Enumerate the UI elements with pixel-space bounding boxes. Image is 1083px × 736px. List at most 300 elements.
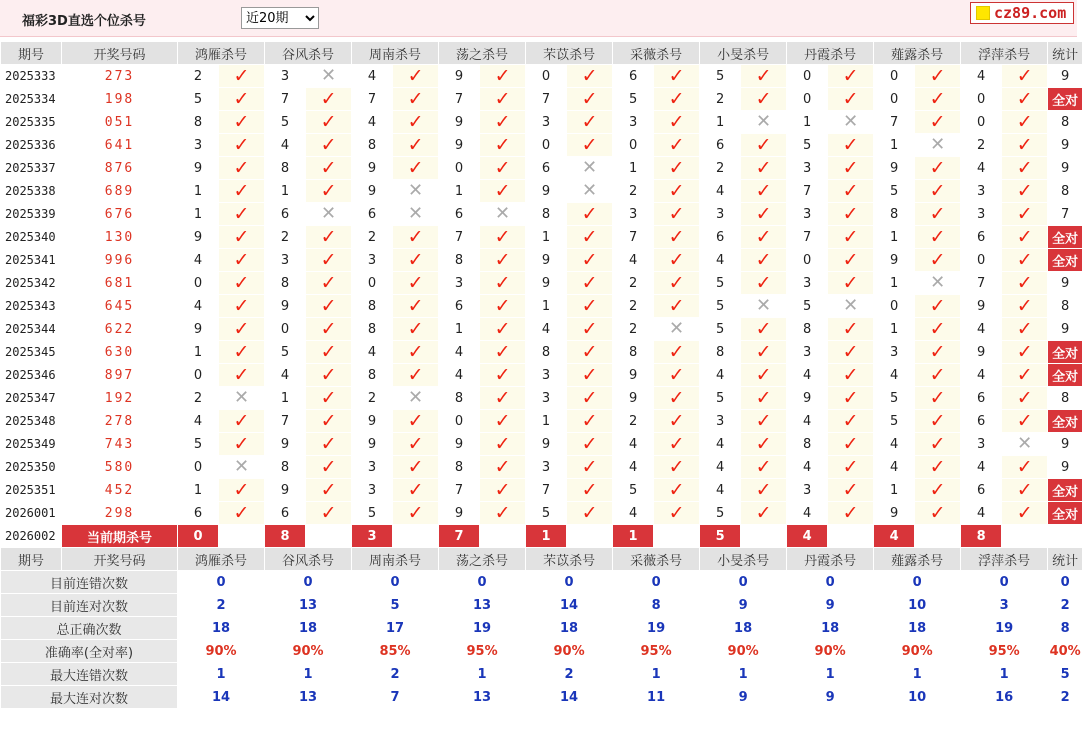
check-icon: ✓ (494, 88, 511, 110)
check-icon-cell (567, 88, 612, 110)
check-icon-cell (741, 65, 786, 87)
check-icon-cell (219, 410, 264, 432)
check-icon-cell (567, 502, 612, 524)
table-row (1, 249, 1082, 271)
check-icon: ✓ (755, 226, 772, 248)
check-icon: ✓ (407, 88, 424, 110)
kill-number: 1 (874, 272, 914, 294)
stats-value: 9 (738, 689, 748, 705)
check-icon-cell (219, 433, 264, 455)
check-icon: ✓ (842, 65, 859, 87)
check-icon-cell (219, 318, 264, 340)
check-icon-cell (567, 341, 612, 363)
kill-number: 5 (700, 387, 740, 409)
check-icon-cell (567, 111, 612, 133)
current-kill-number: 8 (961, 525, 1001, 547)
check-icon: ✓ (929, 410, 946, 432)
stat-cell: 8 (1061, 183, 1070, 199)
check-icon-cell (1002, 295, 1047, 317)
check-icon: ✓ (233, 65, 250, 87)
check-icon: ✓ (320, 249, 337, 271)
table-row (1, 456, 1082, 478)
check-icon: ✓ (407, 65, 424, 87)
kill-number: 1 (178, 479, 218, 501)
kill-number: 6 (439, 203, 479, 225)
check-icon-cell (393, 65, 438, 87)
stat-cell: 全对 (1048, 249, 1082, 271)
check-icon: ✓ (1016, 341, 1033, 363)
check-icon: ✓ (668, 364, 685, 386)
kill-number: 9 (787, 387, 827, 409)
kill-number: 3 (787, 157, 827, 179)
kill-number: 9 (178, 157, 218, 179)
kill-number: 5 (700, 295, 740, 317)
cross-icon: ✕ (582, 157, 598, 178)
kill-number: 9 (874, 249, 914, 271)
period-cell: 2025334 (5, 92, 56, 106)
kill-number: 9 (439, 111, 479, 133)
check-icon-cell (654, 249, 699, 271)
check-icon-cell (306, 157, 351, 179)
check-icon-cell (654, 111, 699, 133)
check-icon-cell (219, 88, 264, 110)
kill-number: 0 (439, 157, 479, 179)
check-icon: ✓ (320, 502, 337, 524)
kill-number: 7 (439, 479, 479, 501)
stats-value: 0 (216, 574, 226, 590)
check-icon: ✓ (407, 249, 424, 271)
kill-number: 8 (439, 387, 479, 409)
bottom-col-header-expert: 周南杀号 (352, 548, 438, 570)
stats-value: 19 (473, 620, 492, 636)
kill-number: 7 (265, 410, 305, 432)
cross-icon: ✕ (843, 111, 859, 132)
check-icon-cell (480, 111, 525, 133)
kill-number: 4 (439, 364, 479, 386)
check-icon: ✓ (320, 180, 337, 202)
current-period: 2026002 (5, 529, 56, 543)
bottom-col-header-draw: 开奖号码 (62, 548, 177, 570)
kill-number: 4 (700, 433, 740, 455)
kill-number: 9 (352, 157, 392, 179)
stats-value: 1 (825, 666, 835, 682)
kill-number: 4 (178, 410, 218, 432)
kill-number: 5 (787, 295, 827, 317)
check-icon: ✓ (494, 410, 511, 432)
stat-cell: 全对 (1048, 410, 1082, 432)
check-icon-cell (480, 318, 525, 340)
check-icon-cell (1002, 249, 1047, 271)
check-icon-cell (393, 433, 438, 455)
check-icon-cell (1002, 364, 1047, 386)
check-icon-cell (567, 318, 612, 340)
check-icon: ✓ (1016, 157, 1033, 179)
check-icon: ✓ (320, 134, 337, 156)
kill-number: 4 (700, 249, 740, 271)
check-icon: ✓ (320, 272, 337, 294)
table-row (1, 433, 1082, 455)
page-title: 福彩3D直选个位杀号 (22, 14, 146, 29)
kill-number: 8 (787, 433, 827, 455)
kill-number: 0 (787, 65, 827, 87)
check-icon-cell (654, 410, 699, 432)
kill-number: 5 (613, 88, 653, 110)
col-header-expert: 采薇杀号 (613, 42, 699, 64)
kill-number: 9 (439, 65, 479, 87)
draw-number: 630 (104, 344, 135, 360)
cross-icon: ✕ (320, 203, 337, 224)
cross-icon-cell (480, 203, 525, 225)
period-cell: 2025336 (5, 138, 56, 152)
check-icon-cell (393, 318, 438, 340)
col-header-expert: 鸿雁杀号 (178, 42, 264, 64)
check-icon-cell (219, 226, 264, 248)
check-icon: ✓ (755, 341, 772, 363)
stats-value: 10 (908, 689, 927, 705)
check-icon-cell (828, 134, 873, 156)
stat-cell: 8 (1061, 114, 1070, 130)
check-icon-cell (1002, 226, 1047, 248)
check-icon-cell (306, 341, 351, 363)
check-icon-cell (828, 318, 873, 340)
check-icon: ✓ (755, 318, 772, 340)
table-row (1, 364, 1082, 386)
stats-value: 2 (216, 597, 226, 613)
period-cell: 2025335 (5, 115, 56, 129)
stat-cell: 9 (1061, 137, 1070, 153)
check-icon-cell (1002, 387, 1047, 409)
kill-number: 1 (874, 134, 914, 156)
kill-number: 9 (961, 341, 1001, 363)
check-icon: ✓ (581, 203, 598, 225)
draw-number: 743 (104, 436, 135, 452)
check-icon-cell (1002, 410, 1047, 432)
kill-number: 3 (961, 433, 1001, 455)
check-icon-cell (915, 295, 960, 317)
check-icon: ✓ (755, 272, 772, 294)
stat-cell: 9 (1061, 459, 1070, 475)
check-icon-cell (654, 134, 699, 156)
draw-number: 996 (104, 252, 135, 268)
stats-value: 8 (651, 597, 661, 613)
check-icon: ✓ (668, 134, 685, 156)
check-icon-cell (741, 433, 786, 455)
period-cell: 2025343 (5, 299, 56, 313)
kill-number: 9 (526, 249, 566, 271)
kill-number: 7 (787, 226, 827, 248)
period-select[interactable] (241, 7, 319, 29)
kill-number: 6 (961, 387, 1001, 409)
kill-number: 0 (961, 249, 1001, 271)
check-icon-cell (915, 502, 960, 524)
kill-number: 6 (265, 203, 305, 225)
kill-number: 5 (787, 134, 827, 156)
check-icon-cell (480, 134, 525, 156)
check-icon: ✓ (233, 157, 250, 179)
draw-number: 622 (104, 321, 135, 337)
stats-value: 90% (292, 643, 324, 659)
check-icon: ✓ (1016, 203, 1033, 225)
kill-number: 9 (265, 479, 305, 501)
kill-number: 6 (352, 203, 392, 225)
stats-value: 0 (825, 574, 835, 590)
stats-value: 2 (1060, 689, 1070, 705)
col-header-expert: 浮萍杀号 (961, 42, 1047, 64)
kill-number: 4 (700, 364, 740, 386)
cross-icon-cell (567, 157, 612, 179)
stats-label: 总正确次数 (1, 617, 177, 639)
check-icon: ✓ (233, 203, 250, 225)
check-icon-cell (828, 203, 873, 225)
kill-number: 1 (613, 157, 653, 179)
check-icon-cell (741, 341, 786, 363)
check-icon-cell (219, 65, 264, 87)
check-icon: ✓ (581, 226, 598, 248)
draw-number: 273 (104, 68, 135, 84)
check-icon-cell (1002, 203, 1047, 225)
draw-number: 876 (104, 160, 135, 176)
kill-number: 5 (178, 88, 218, 110)
period-cell: 2025349 (5, 437, 56, 451)
stats-value: 0 (651, 574, 661, 590)
check-icon: ✓ (320, 226, 337, 248)
kill-number: 3 (352, 456, 392, 478)
check-icon: ✓ (755, 410, 772, 432)
check-icon: ✓ (320, 387, 337, 409)
period-cell: 2025342 (5, 276, 56, 290)
check-icon-cell (654, 433, 699, 455)
check-icon-cell (915, 65, 960, 87)
table-row (1, 272, 1082, 294)
check-icon-cell (828, 88, 873, 110)
check-icon: ✓ (1016, 249, 1033, 271)
current-kill-number: 0 (178, 525, 218, 547)
check-icon-cell (393, 88, 438, 110)
stat-cell: 全对 (1048, 364, 1082, 386)
check-icon-cell (1002, 502, 1047, 524)
check-icon-cell (393, 249, 438, 271)
check-icon: ✓ (1016, 134, 1033, 156)
check-icon: ✓ (581, 387, 598, 409)
check-icon: ✓ (407, 502, 424, 524)
check-icon-cell (393, 364, 438, 386)
table-row (1, 410, 1082, 432)
check-icon-cell (480, 502, 525, 524)
check-icon-cell (219, 479, 264, 501)
check-icon-cell (219, 157, 264, 179)
check-icon-cell (306, 364, 351, 386)
check-icon: ✓ (407, 272, 424, 294)
kill-number: 9 (352, 180, 392, 202)
current-kill-number: 8 (265, 525, 305, 547)
kill-number: 5 (700, 502, 740, 524)
cross-icon-cell (741, 295, 786, 317)
bottom-col-header-expert: 丹霞杀号 (787, 548, 873, 570)
cross-icon-cell (393, 180, 438, 202)
check-icon: ✓ (668, 180, 685, 202)
check-icon-cell (1002, 341, 1047, 363)
kill-number: 6 (961, 226, 1001, 248)
stats-value: 18 (734, 620, 753, 636)
check-icon: ✓ (668, 249, 685, 271)
check-icon: ✓ (407, 456, 424, 478)
check-icon: ✓ (581, 341, 598, 363)
check-icon: ✓ (320, 410, 337, 432)
kill-number: 8 (352, 364, 392, 386)
check-icon-cell (567, 65, 612, 87)
check-icon: ✓ (233, 180, 250, 202)
draw-number: 051 (104, 114, 135, 130)
kill-number: 9 (961, 295, 1001, 317)
period-cell: 2025351 (5, 483, 56, 497)
draw-number: 681 (104, 275, 135, 291)
kill-number: 7 (439, 88, 479, 110)
check-icon: ✓ (668, 502, 685, 524)
check-icon: ✓ (668, 295, 685, 317)
check-icon-cell (567, 295, 612, 317)
kill-number: 9 (352, 433, 392, 455)
kill-number: 7 (439, 226, 479, 248)
stats-value: 95% (466, 643, 498, 659)
stats-row (1, 640, 1082, 662)
stats-row (1, 617, 1082, 639)
stats-value: 1 (912, 666, 922, 682)
stats-value: 18 (211, 620, 231, 636)
kill-number: 1 (874, 318, 914, 340)
period-cell: 2025348 (5, 414, 56, 428)
kill-number: 5 (700, 272, 740, 294)
blank-cell (219, 525, 264, 547)
check-icon-cell (654, 65, 699, 87)
check-icon-cell (828, 272, 873, 294)
cross-icon: ✕ (843, 295, 859, 316)
kill-number: 0 (265, 318, 305, 340)
top-bar (0, 0, 1077, 37)
check-icon-cell (219, 203, 264, 225)
kill-number: 6 (439, 295, 479, 317)
kill-number: 5 (874, 387, 914, 409)
cross-icon: ✕ (930, 272, 946, 293)
kill-number: 4 (613, 249, 653, 271)
kill-number: 3 (526, 456, 566, 478)
site-logo[interactable] (970, 2, 1074, 24)
check-icon-cell (1002, 180, 1047, 202)
kill-number: 0 (526, 134, 566, 156)
kill-number: 4 (961, 318, 1001, 340)
check-icon: ✓ (494, 157, 511, 179)
bottom-col-header-expert: 薤露杀号 (874, 548, 960, 570)
kill-number: 9 (352, 410, 392, 432)
kill-number: 5 (265, 111, 305, 133)
table-row (1, 157, 1082, 179)
check-icon: ✓ (320, 318, 337, 340)
check-icon-cell (480, 456, 525, 478)
kill-number: 5 (700, 318, 740, 340)
check-icon-cell (306, 318, 351, 340)
stats-value: 90% (553, 643, 585, 659)
kill-number: 4 (613, 433, 653, 455)
kill-number: 4 (352, 341, 392, 363)
check-icon-cell (306, 226, 351, 248)
check-icon: ✓ (755, 364, 772, 386)
col-header-expert: 薤露杀号 (874, 42, 960, 64)
stats-value: 13 (473, 689, 492, 705)
check-icon: ✓ (233, 433, 250, 455)
current-row (1, 525, 1082, 547)
kill-number: 5 (526, 502, 566, 524)
kill-number: 6 (700, 134, 740, 156)
kill-number: 5 (613, 479, 653, 501)
check-icon-cell (306, 180, 351, 202)
check-icon-cell (567, 134, 612, 156)
stats-value: 2 (390, 666, 400, 682)
kill-number: 9 (526, 180, 566, 202)
blank-cell (393, 525, 438, 547)
check-icon-cell (393, 134, 438, 156)
check-icon-cell (654, 295, 699, 317)
stats-value: 11 (647, 689, 666, 705)
check-icon: ✓ (581, 88, 598, 110)
kill-number: 4 (787, 410, 827, 432)
kill-number: 3 (265, 65, 305, 87)
check-icon-cell (393, 341, 438, 363)
kill-number: 1 (265, 180, 305, 202)
blank-cell (654, 525, 699, 547)
check-icon-cell (915, 203, 960, 225)
stats-value: 19 (647, 620, 666, 636)
check-icon-cell (654, 387, 699, 409)
stats-value: 10 (908, 597, 927, 613)
kill-number: 4 (787, 364, 827, 386)
kill-number: 0 (874, 295, 914, 317)
stats-value: 16 (995, 689, 1014, 705)
check-icon: ✓ (320, 295, 337, 317)
table-row (1, 318, 1082, 340)
check-icon: ✓ (755, 387, 772, 409)
check-icon-cell (915, 479, 960, 501)
check-icon: ✓ (1016, 180, 1033, 202)
check-icon: ✓ (320, 479, 337, 501)
bottom-col-header-expert: 鸿雁杀号 (178, 548, 264, 570)
period-cell: 2025347 (5, 391, 56, 405)
check-icon: ✓ (668, 111, 685, 133)
stats-label: 最大连对次数 (1, 686, 177, 708)
stat-cell: 8 (1061, 298, 1070, 314)
check-icon: ✓ (233, 226, 250, 248)
logo-text: cz89.com (994, 4, 1067, 22)
check-icon: ✓ (929, 456, 946, 478)
check-icon: ✓ (407, 479, 424, 501)
draw-number: 676 (104, 206, 135, 222)
check-icon-cell (741, 456, 786, 478)
check-icon-cell (1002, 456, 1047, 478)
check-icon-cell (306, 88, 351, 110)
check-icon-cell (393, 295, 438, 317)
check-icon-cell (1002, 134, 1047, 156)
stats-value: 13 (298, 597, 318, 613)
stats-value: 7 (390, 689, 400, 705)
cross-icon-cell (219, 456, 264, 478)
stats-value: 0 (999, 574, 1009, 590)
cross-icon-cell (567, 180, 612, 202)
draw-number: 580 (104, 459, 135, 475)
check-icon-cell (480, 410, 525, 432)
stats-value: 0 (390, 574, 400, 590)
check-icon: ✓ (755, 433, 772, 455)
stats-value: 18 (560, 620, 579, 636)
check-icon: ✓ (494, 387, 511, 409)
kill-number: 2 (613, 318, 653, 340)
